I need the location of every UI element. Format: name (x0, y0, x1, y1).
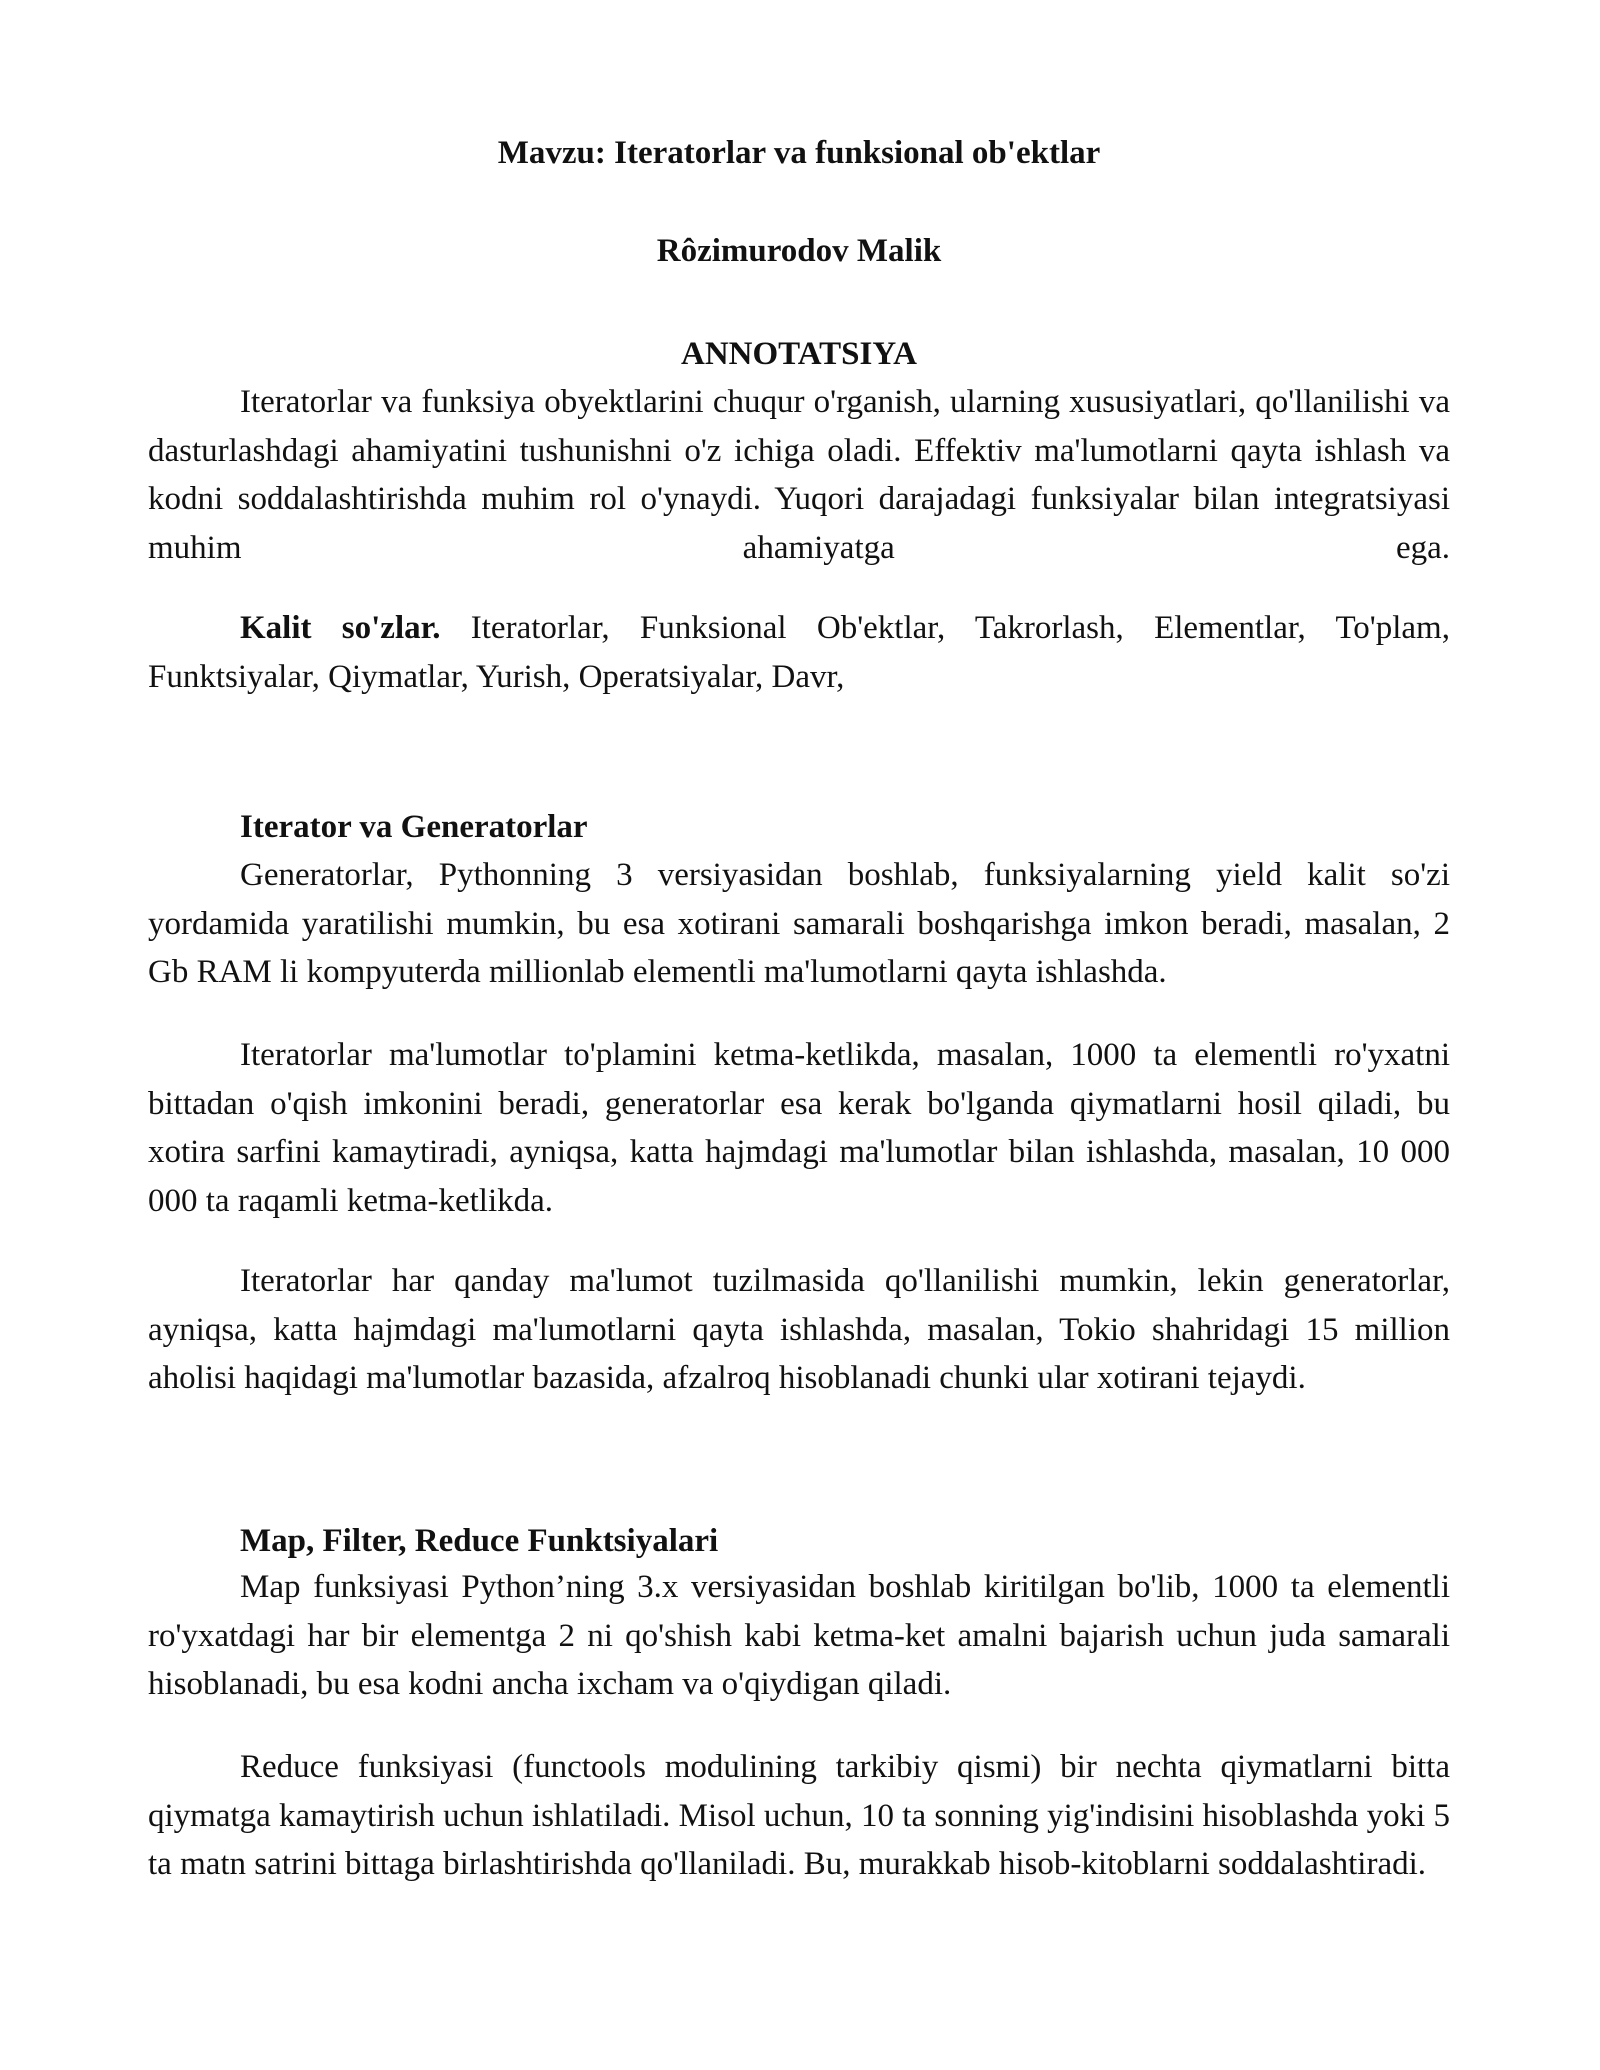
keywords-label: Kalit so'zlar. (240, 610, 441, 646)
document-title: Mavzu: Iteratorlar va funksional ob'ektlar (497, 135, 1101, 171)
section-heading-map-filter-reduce: Map, Filter, Reduce Funktsiyalari (240, 1523, 719, 1559)
section1-paragraph-2: Iteratorlar ma'lumotlar to'plamini ketma-ketlikda, masalan, 1000 ta elementli ro'yxatni bittadan o'qish imkonini beradi, generatorlar esa kerak bo'lganda qiymatlarni hosil qiladi, bu xotira sarfini kamaytiradi, ayniqsa, katta hajmdagi ma'lumotlar bilan ishlashda, masalan, 10 000 000 ta raqamli ketma-ketlikda. (148, 1037, 1450, 1219)
annotation-paragraph: Iteratorlar va funksiya obyektlarini chuqur o'rganish, ularning xususiyatlari, qo'llanilishi va dasturlashdagi ahamiyatini tushunishni o'z ichiga oladi. Effektiv ma'lumotlarni qayta ishlash va kodni soddalashtirishda muhim rol o'ynaydi. Yuqori darajadagi funksiyalar bilan integratsiyasi muhim ahamiyatga ega. (148, 384, 1450, 566)
keywords-paragraph (148, 604, 1450, 701)
section1-paragraph-3: Iteratorlar har qanday ma'lumot tuzilmasida qo'llanilishi mumkin, lekin generatorlar, ayniqsa, katta hajmdagi ma'lumotlarni qayta ishlashda, masalan, Tokio shahridagi 15 million aholisi haqidagi ma'lumotlar bazasida, afzalroq hisoblanadi chunki ular xotirani tejaydi. (148, 1263, 1450, 1396)
author-name: Rôzimurodov Malik (656, 233, 942, 269)
section1-paragraph-1: Generatorlar, Pythonning 3 versiyasidan boshlab, funksiyalarning yield kalit so'zi yordamida yaratilishi mumkin, bu esa xotirani samarali boshqarishga imkon beradi, masalan, 2 Gb RAM li kompyuterda millionlab elementli ma'lumotlarni qayta ishlashda. (148, 857, 1450, 990)
section2-paragraph-1: Map funksiyasi Python’ning 3.x versiyasidan boshlab kiritilgan bo'lib, 1000 ta elementli ro'yxatdagi har bir elementga 2 ni qo'shish kabi ketma-ket amalni bajarish uchun juda samarali hisoblanadi, bu esa kodni ancha ixcham va o'qiydigan qiladi. (148, 1569, 1450, 1702)
keywords-list: Iteratorlar, Funksional Ob'ektlar, Takrorlash, Elementlar, To'plam, Funktsiyalar, Qiymatlar, Yurish, Operatsiyalar, Davr, (148, 610, 1450, 695)
annotation-heading: ANNOTATSIYA (681, 336, 917, 372)
section2-paragraph-2: Reduce funksiyasi (functools modulining tarkibiy qismi) bir nechta qiymatlarni bitta qiymatga kamaytirish uchun ishlatiladi. Misol uchun, 10 ta sonning yig'indisini hisoblashda yoki 5 ta matn satrini bittaga birlashtirishda qo'llaniladi. Bu, murakkab hisob-kitoblarni soddalashtiradi. (148, 1749, 1451, 1882)
section-heading-iterators: Iterator va Generatorlar (240, 809, 588, 845)
